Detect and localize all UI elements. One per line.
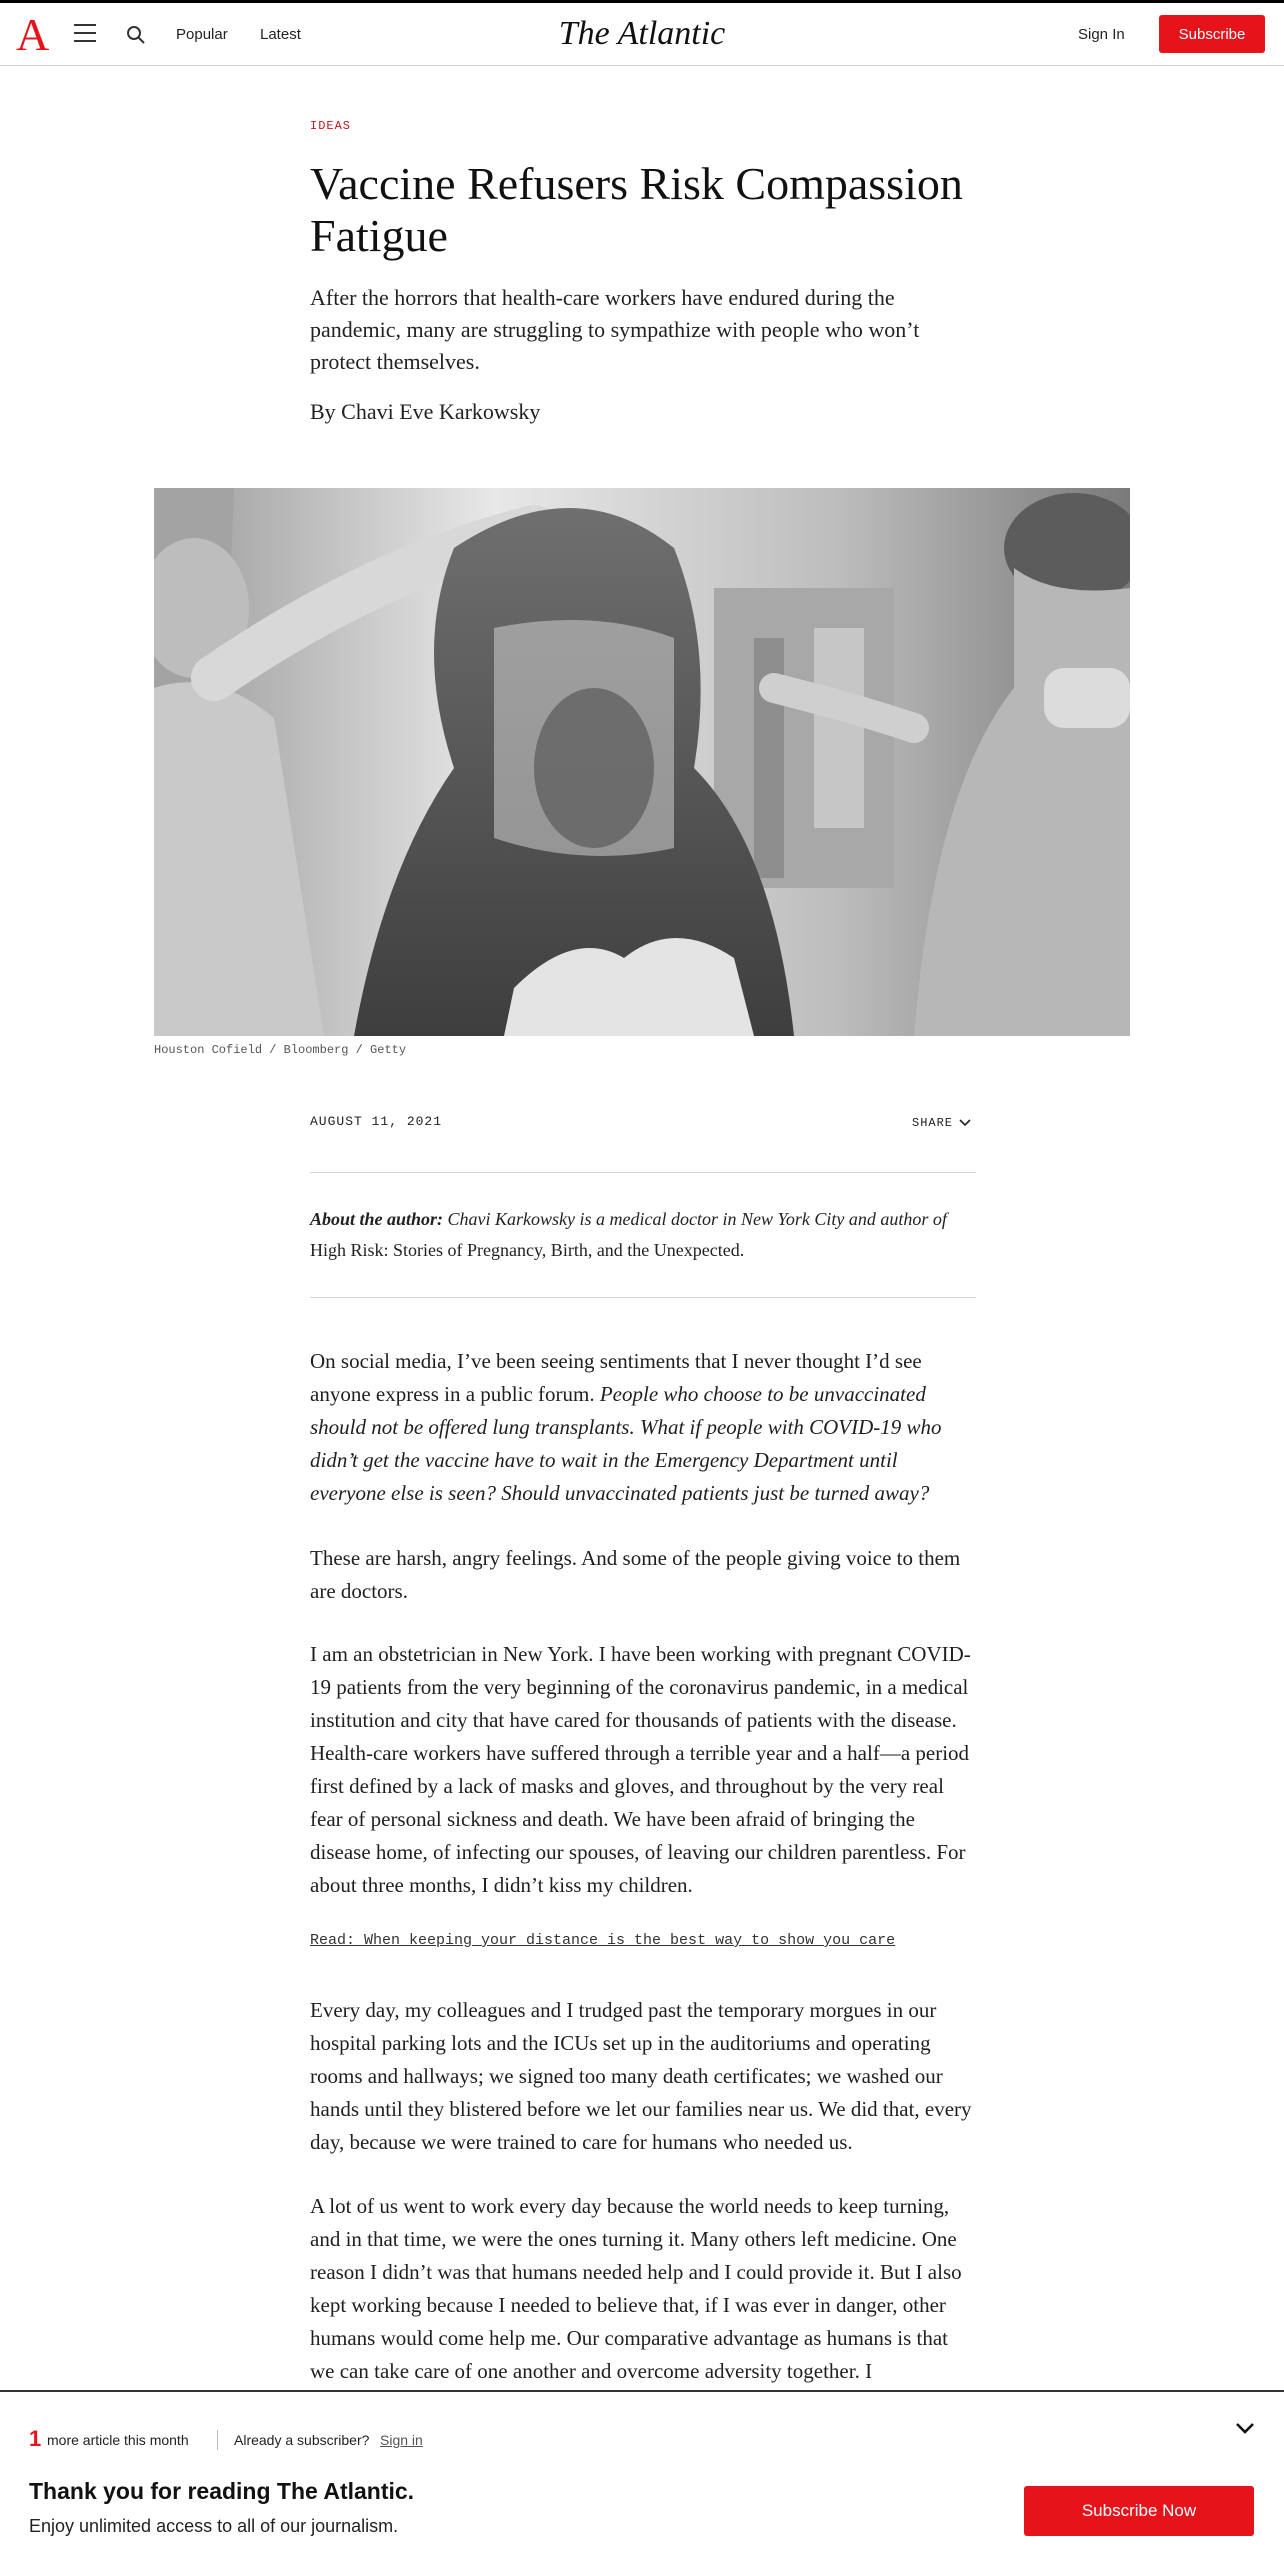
article-headline: Vaccine Refusers Risk Compassion Fatigue <box>310 158 963 261</box>
paywall-title: Thank you for reading The Atlantic. <box>29 2478 415 2504</box>
related-read-link[interactable]: Read: When keeping your distance is the best way to show you care <box>310 1932 896 1949</box>
paragraph-4: Every day, my colleagues and I trudged past the temporary morgues in our hospital parking lots and the ICUs set up in the auditoriums and operating rooms and hallways; we signed too many death certificates; we washed our hands until they blistered before we let our families near us. We did that, every day, because we were trained to care for humans who needed us. <box>310 1998 972 2154</box>
hamburger-menu-icon[interactable] <box>74 24 96 42</box>
author-note-text: Chavi Karkowsky is a medical doctor in New York City and author of <box>447 1209 947 1229</box>
hero-photo-illustration <box>154 488 1130 1036</box>
sign-in-link[interactable]: Sign In <box>1078 26 1125 43</box>
search-icon[interactable] <box>126 25 146 45</box>
atlantic-logo[interactable]: A <box>16 9 50 60</box>
paragraph-1 <box>310 1345 976 1510</box>
author-note-label: About the author: <box>310 1209 444 1229</box>
paywall-sign-in-link[interactable]: Sign in <box>380 2432 423 2448</box>
share-label: SHARE <box>912 1116 954 1130</box>
separator <box>217 2430 218 2450</box>
paragraph-1-italic: People who choose to be unvaccinated should not be offered lung transplants. What if people with COVID-19 who didn’t get the vaccine have to wait in the Emergency Department until everyone else is seen? Should unvaccinated patients just be turned away? <box>310 1382 942 1505</box>
article-count: 1 <box>29 2426 42 2451</box>
paragraph-3: I am an obstetrician in New York. I have been working with pregnant COVID-19 patients from the very beginning of the coronavirus pandemic, in a medical institution and city that have cared for thousands of patients with the disease. Health-care workers have suffered through a terrible year and a half—a period first defined by a lack of masks and gloves, and throughout by the very real fear of personal sickness and death. We have been afraid of bringing the disease home, of infecting our spouses, of leaving our children parentless. For about three months, I didn’t kiss my children. <box>310 1642 971 1897</box>
article-dek: After the horrors that health-care workers have endured during the pandemic, many are struggling to sympathize with people who won’t protect themselves. <box>310 285 920 374</box>
site-header <box>0 3 1284 66</box>
share-button[interactable] <box>912 1116 971 1130</box>
already-subscriber-text: Already a subscriber? <box>234 2432 370 2448</box>
paragraph-1-plain: On social media, I’ve been seeing sentiments that I never thought I’d see anyone express in a public forum. <box>310 1349 922 1406</box>
divider <box>310 1172 976 1173</box>
section-label[interactable]: IDEAS <box>310 119 352 133</box>
nav-latest-link[interactable]: Latest <box>260 26 301 43</box>
author-book-title: High Risk: Stories of Pregnancy, Birth, and the Unexpected. <box>310 1240 745 1260</box>
paywall-banner <box>0 2390 1284 2570</box>
subscribe-button[interactable]: Subscribe <box>1159 15 1265 53</box>
chevron-down-icon <box>959 1119 971 1127</box>
chevron-down-icon[interactable] <box>1234 2420 1256 2436</box>
article-count-text: more article this month <box>47 2432 189 2448</box>
nav-popular-link[interactable]: Popular <box>176 26 228 43</box>
subscribe-now-button[interactable]: Subscribe Now <box>1024 2486 1254 2536</box>
image-caption: Houston Cofield / Bloomberg / Getty <box>154 1043 407 1057</box>
publish-date: AUGUST 11, 2021 <box>310 1114 443 1129</box>
author-note <box>310 1204 976 1266</box>
hero-image <box>154 488 1130 1036</box>
paywall-subtitle: Enjoy unlimited access to all of our journalism. <box>29 2516 399 2536</box>
article-byline: By Chavi Eve Karkowsky <box>310 399 541 424</box>
paragraph-2: These are harsh, angry feelings. And some of the people giving voice to them are doctors. <box>310 1546 961 1603</box>
the-atlantic-wordmark[interactable]: The Atlantic <box>558 15 726 52</box>
divider <box>310 1297 976 1298</box>
paragraph-5: A lot of us went to work every day because the world needs to keep turning, and in that time, we were the ones turning it. Many others left medicine. One reason I didn’t was that humans needed help and I could provide it. But I also kept working because I needed to believe that, if I was ever in danger, other humans would come help me. Our comparative advantage as humans is that we can take care of one another and overcome adversity together. I <box>310 2194 962 2383</box>
